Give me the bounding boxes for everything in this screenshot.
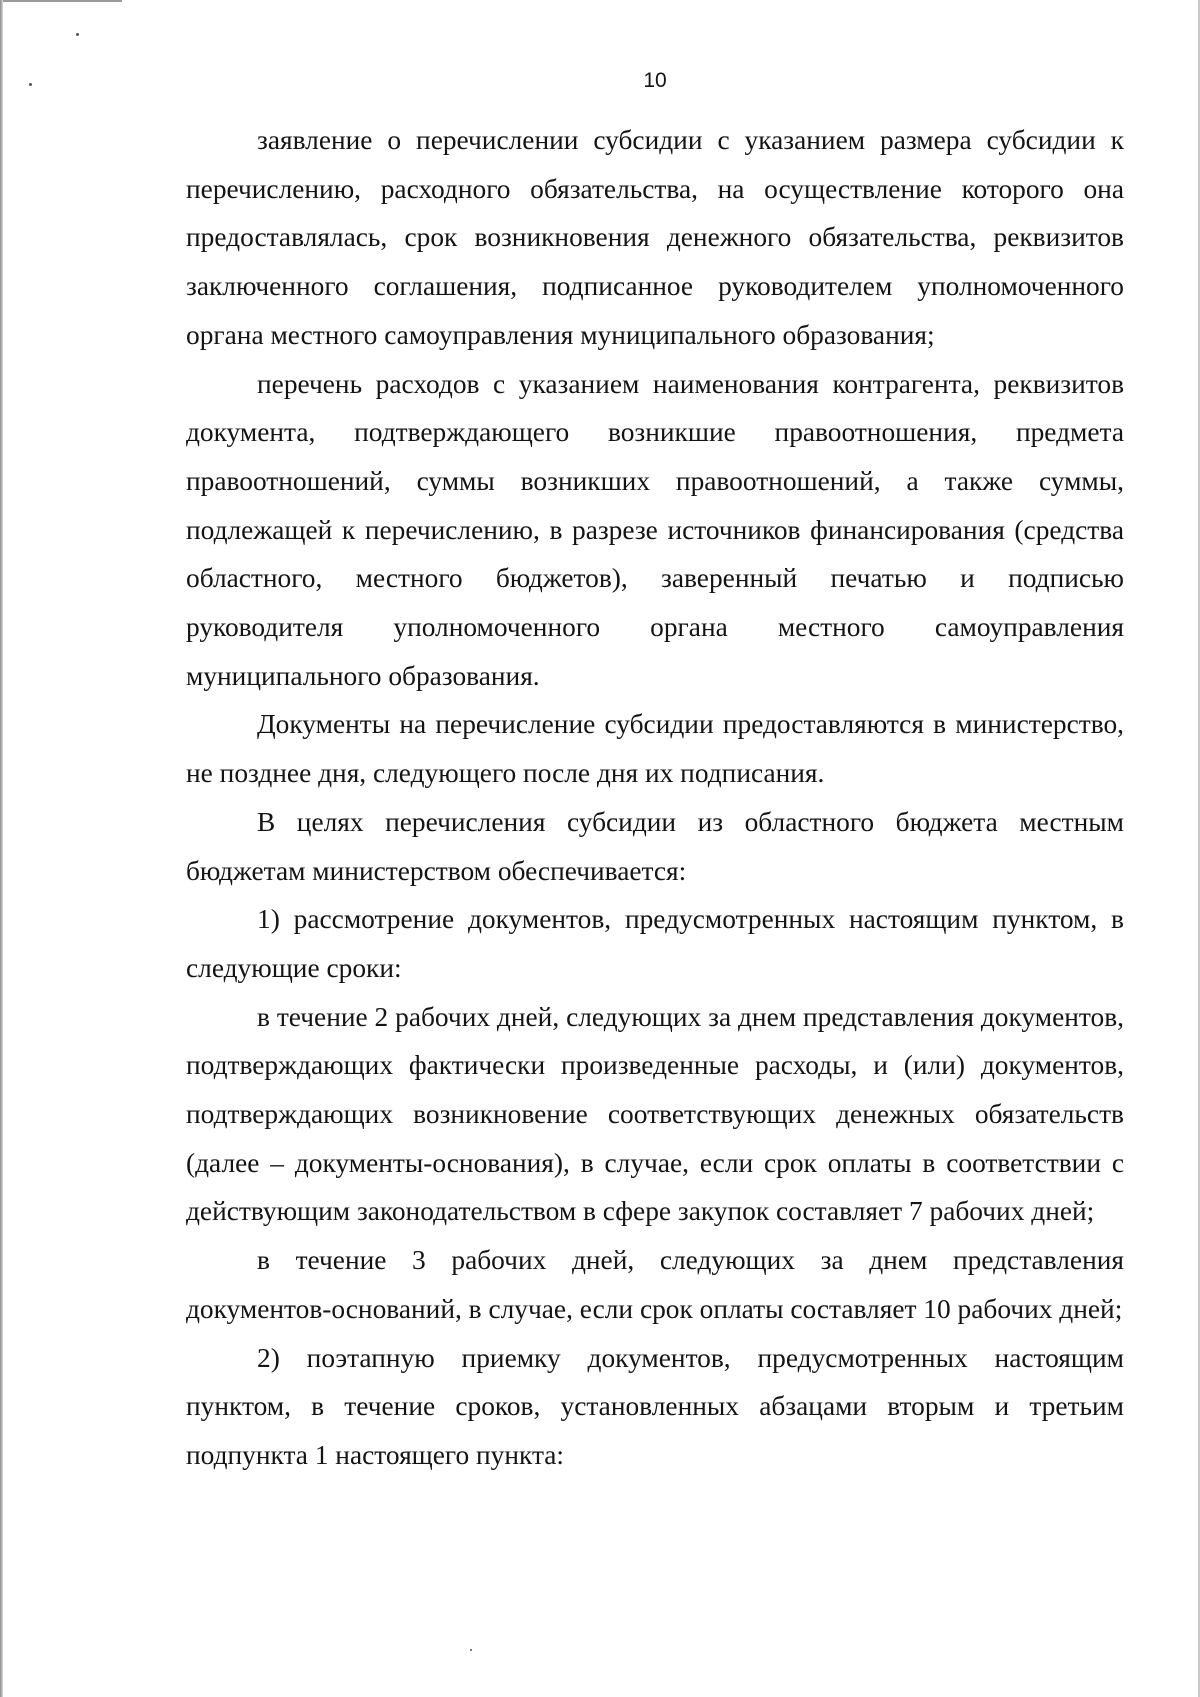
scan-border-top <box>0 0 122 6</box>
paragraph-6: в течение 2 рабочих дней, следующих за днем представления документов, подтверждающих фактически произведенные расходы, и (или) документов, подтверждающих возникновение соответствующих денежных обязательств (далее – документы-основания), в случае, если срок оплаты в соответствии с действующим законодательством в сфере закупок составляет 7 рабочих дней; <box>186 1001 1124 1227</box>
paragraph-3: Документы на перечисление субсидии предоставляются в министерство, не позднее дня, следующего после дня их подписания. <box>186 709 1124 789</box>
scan-speck <box>470 1649 472 1651</box>
paragraph-1: заявление о перечислении субсидии с указанием размера субсидии к перечислению, расходного обязательства, на осуществление которого она предоставлялась, срок возникновения денежного обязательства, реквизитов заключенного соглашения, подписанное руководителем уполномоченного органа местного самоуправления муниципального образования; <box>186 125 1124 350</box>
paragraph-7: в течение 3 рабочих дней, следующих за днем представления документов-оснований, в случае, если срок оплаты составляет 10 рабочих дней; <box>186 1245 1124 1324</box>
document-body <box>186 116 1124 1480</box>
paragraph-4: В целях перечисления субсидии из областного бюджета местным бюджетам министерством обеспечивается: <box>186 806 1124 886</box>
scan-speck <box>76 33 79 36</box>
page-number: 10 <box>643 69 667 92</box>
paragraph-8: 2) поэтапную приемку документов, предусмотренных настоящим пунктом, в течение сроков, установленных абзацами вторым и третьим подпункта 1 настоящего пункта: <box>186 1342 1124 1470</box>
scan-border-left <box>0 0 3 1697</box>
paragraph-5: 1) рассмотрение документов, предусмотренных настоящим пунктом, в следующие сроки: <box>186 904 1124 983</box>
paragraph-2: перечень расходов с указанием наименования контрагента, реквизитов документа, подтверждающего возникшие правоотношения, предмета правоотношений, суммы возникших правоотношений, а также суммы, подлежащей к перечислению, в разрезе источников финансирования (средства областного, местного бюджетов), заверенный печатью и подписью руководителя уполномоченного органа местного самоуправления муниципального образования. <box>186 368 1124 691</box>
